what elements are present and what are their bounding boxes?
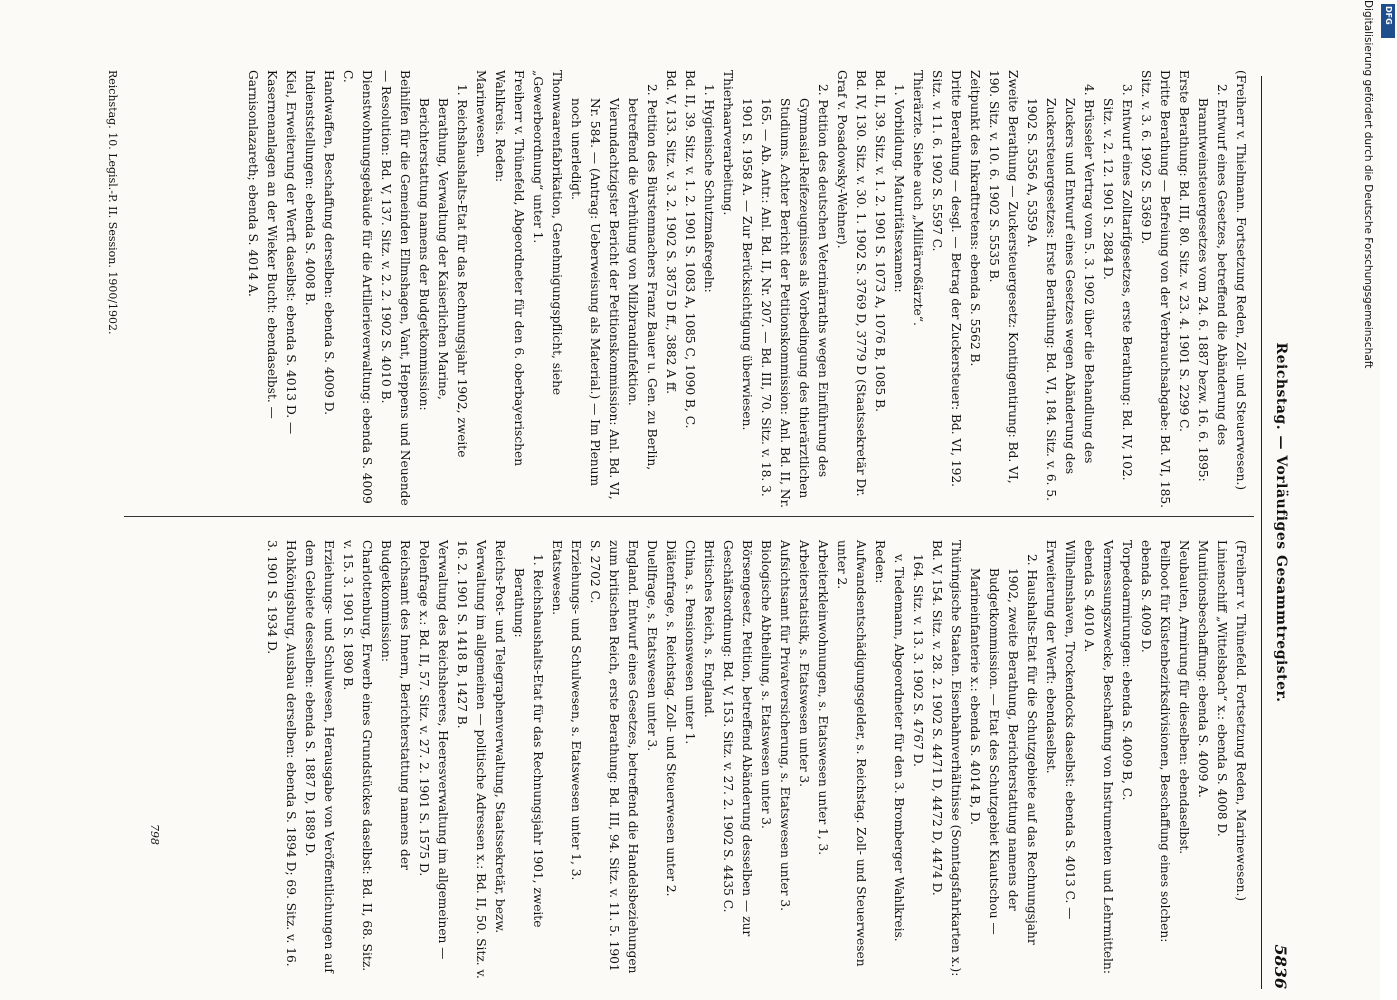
index-entry: Dritte Berathung — desgl. — Betrag der Zuckersteuer: Bd. VI, 192. Sitz. v. 11. 6. 1902 S. 5597 C.	[930, 70, 963, 487]
index-entry: Peilboot für Küstenbezirksdivisionen, Beschaffung eines solchen: ebenda S. 4009 D.	[1139, 540, 1172, 943]
index-entry: Bd. V, 133. Sitz. v. 3. 2. 1902 S. 3875 D ff., 3882 A ff.	[664, 70, 678, 395]
index-entry: Bd. IV, 130. Sitz. v. 30. 1. 1902 S. 3769 D, 3779 D (Staatssekretär Dr. Graf v. Posadowsky-Wehner).	[835, 70, 868, 497]
index-entry: Thonwaarenfabrikation, Genehmigungspflicht, siehe „Gewerbeordnung“ unter 1.	[531, 70, 564, 396]
index-entry: 1. Vorbildung. Maturitätsexamen:	[892, 84, 906, 293]
index-entry: 3. Entwurf eines Zolltarifgesetzes, erste Berathung: Bd. IV, 102. Sitz. v. 2. 12. 1901 S. 2884 D.	[1101, 84, 1134, 481]
index-entry: Dritte Berathung — Befreiung von der Verbrauchsabgabe: Bd. VI, 185. Sitz. v. 3. 6. 1902 S. 5369 D.	[1139, 70, 1172, 508]
index-entry: Torpedoarmirungen: ebenda S. 4009 B, C.	[1120, 540, 1134, 801]
dfg-credit-label: Digitalisierung gefördert durch die Deutsche Forschungsgemeinschaft	[1362, 0, 1374, 369]
column-divider	[124, 516, 1254, 517]
right-column	[262, 540, 1250, 980]
index-entry: Munitionsbeschaffung: ebenda S. 4009 A.	[1196, 540, 1210, 798]
index-entry: Reichs-Post- und Telegraphenverwaltung, Staatssekretär, bezw. Verwaltung im allgemeinen — politische Adressen x.: Bd. II, 50. Sitz. v. 16. 2. 1901 S. 1418 B, 1427 B.	[455, 540, 507, 979]
index-entry: 1. Reichshaushalts-Etat für das Rechnungsjahr 1902, zweite Berathung, Verwaltung der Kaiserlichen Marine, Berichterstattung namens der Budgetkommission:	[417, 84, 469, 458]
index-entry: Thierärzte. Siehe auch „Militärroßärzte“.	[911, 70, 925, 326]
dfg-logo-text: DFG	[1384, 6, 1393, 25]
index-entry: Zweite Berathung — Zuckersteuergesetz: Kontingentirung: Bd. VI, 190. Sitz. v. 10. 6. 1902 S. 5535 B.	[987, 70, 1020, 484]
index-entry: Reden:	[873, 540, 887, 584]
index-entry: Neubauten, Armirung für dieselben: ebendaselbst.	[1177, 540, 1191, 855]
index-entry: Beihilfen für die Gemeinden Ellmshagen, Vant, Heppens und Neuende — Resolution: Bd. V, 137. Sitz. v. 2. 2. 1902 S. 4010 B.	[379, 70, 412, 506]
index-entry: Linienschiff „Wittelsbach“ x.: ebenda S. 4008 D.	[1215, 540, 1229, 837]
index-entry: 2. Entwurf eines Gesetzes, betreffend die Abänderung des Branntweinsteuergesetzes vom 24. 6. 1887 bezw. 16. 6. 1895:	[1196, 84, 1229, 482]
index-entry: Britisches Reich, s. England.	[702, 540, 716, 718]
rotated-page	[85, 50, 1290, 995]
index-entry: Marinewesen.	[474, 70, 488, 158]
page-footer: Reichstag. 10. Legisl.-P. II. Session. 1900/1902.	[106, 70, 119, 335]
index-entry: 164. Sitz. v. 13. 3. 1902 S. 4767 D.	[911, 554, 925, 767]
index-entry: Dienstwohnungsgebäude für die Artillerieverwaltung: ebenda S. 4009 C.	[341, 70, 374, 504]
index-entry: Zeitpunkt des Inkrafttretens: ebenda S. 5562 B.	[968, 70, 982, 367]
left-column	[243, 70, 1250, 510]
index-entry: Erziehungs- und Schulwesen, Herausgabe von Veröffentlichungen auf dem Gebiete desselben: ebenda S. 1887 D, 1889 D.	[303, 540, 336, 973]
index-entry: Indienststellungen: ebenda S. 4008 B.	[303, 70, 317, 306]
index-entry: 4. Brüsseler Vertrag vom 5. 3. 1902 über die Behandlung des Zuckers und Entwurf eines Gesetzes wegen Abänderung des Zuckersteuergesetzes: Erste Berathung: Bd. VI, 184. Sitz. v. 6. 5. 1902 S. 5356 A, 5359 A.	[1025, 84, 1096, 502]
index-entry: Thierhaarverarbeitung.	[721, 70, 735, 216]
index-entry: Bd. II, 39. Sitz. v. 1. 2. 1901 S. 1083 A, 1085 C, 1090 B, C.	[683, 70, 697, 429]
index-entry: Duellfrage, s. Etatswesen unter 3.	[645, 540, 659, 752]
index-entry: Vermessungszwecke, Beschaffung von Instrumenten und Lehrmitteln: ebenda S. 4010 A.	[1082, 540, 1115, 974]
index-entry: 1. Hygienische Schutzmaßregeln:	[702, 84, 716, 293]
index-entry: Verwaltung des Reichsheeres, Heeresverwaltung im allgemeinen — Polenfrage x.: Bd. II, 57. Sitz. v. 27. 2. 1901 S. 1575 D.	[417, 540, 450, 960]
index-entry: 2. Petition des deutschen Veterinärraths wegen Einführung des Gymnasial-Reifezeugnisses als Vorbedingung des thierärztlichen Studiums. Achter Bericht der Petitionskommission: Anl. Bd. II, Nr. 165. — Ab. Antr.: Anl. Bd. II, Nr. 207. — Bd. III, 70. Sitz. v. 18. 3. 1901 S. 1958 A. — Zur Berücksichtigung überwiesen.	[740, 84, 830, 508]
index-entry: England. Entwurf eines Gesetzes, betreffend die Handelsbeziehungen zum britischen Reich, erste Berathung: Bd. III, 94. Sitz. v. 11. 5. 1901 S. 2702 C.	[588, 540, 640, 974]
index-entry: Handwaffen, Beschaffung derselben: ebenda S. 4009 D.	[322, 70, 336, 415]
index-entry: (Freiherr v. Thünefeld. Fortsetzung Reden, Marinewesen.)	[1234, 540, 1248, 902]
index-entry: Erste Berathung: Bd. III, 80. Sitz. v. 23. 4. 1901 S. 2299 C.	[1177, 70, 1191, 432]
index-entry: Freiherr v. Thünefeld, Abgeordneter für den 6. oberbayerischen Wahlkreis. Reden:	[493, 70, 526, 467]
index-entry: Kiel, Erweiterung der Werft daselbst: ebenda S. 4013 D. — Kasernenanlagen an der Wieker Bucht: ebendaselbst. — Garnisonlazareth; ebenda S. 4014 A.	[246, 70, 298, 435]
index-entry: Thüringische Staaten. Eisenbahnverhältnisse (Sonntagsfahrkarten x.):	[949, 540, 963, 977]
index-entry: 2. Petition des Bürstenmachers Franz Bauer u. Gen. zu Berlin, betreffend die Verhütung von Milzbrandinfektion. Vierundachtzigster Bericht der Petitionskommission: Anl. Bd. VI, Nr. 584. — (Antrag: Ueberweisung als Material.) — Im Plenum noch unerledigt.	[569, 84, 659, 500]
index-entry: Diätenfrage, s. Reichstag. Zoll- und Steuerwesen unter 2.	[664, 540, 678, 897]
index-entry: Biologische Abtheilung, s. Etatswesen unter 3.	[759, 540, 773, 829]
page-number: 798	[148, 824, 161, 845]
index-entry: Hohkönigsburg, Ausbau derselben: ebenda S. 1894 D; 69. Sitz. v. 16. 3. 1901 S. 1934 D.	[265, 540, 298, 967]
index-entry: Reichsamt des Innern, Berichterstattung namens der Budgetkommission:	[379, 540, 412, 870]
index-entry: Wilhelmshaven, Trockendocks daselbst: ebenda S. 4013 C. — Erweiterung der Werft: ebendaselbst.	[1044, 540, 1077, 920]
page-header	[1268, 50, 1290, 995]
index-entry: Börsengesetz. Petition, betreffend Abänderung desselben — zur Geschäftsordnung: Bd. V, 153. Sitz. v. 27. 2. 1902 S. 4435 C.	[721, 540, 754, 937]
index-entry: 1. Reichshaushalts-Etat für das Rechnungsjahr 1901, zweite Berathung:	[512, 554, 545, 928]
column-number: 5836	[1271, 944, 1290, 989]
index-entry: Aufsichtsamt für Privatversicherung, s. Etatswesen unter 3.	[778, 540, 792, 911]
index-entry: China, s. Pensionswesen unter 1.	[683, 540, 697, 745]
index-entry: Aufwandsentschädigungsgelder, s. Reichstag. Zoll- und Steuerwesen unter 2.	[835, 540, 868, 967]
index-entry: Charlottenburg, Erwerb eines Grundstückes daselbst: Bd. II, 68. Sitz. v. 15. 3. 1901 S. 1890 B.	[341, 540, 374, 972]
index-entry: 2. Haushalts-Etat für die Schutzgebiete auf das Rechnungsjahr 1902, zweite Berathung, Berichterstattung namens der Budgetkommission. — Etat des Schutzgebiet Kiautschou — Marineinfanterie x.: ebenda S. 4014 B, D.	[968, 554, 1039, 945]
index-entry: v. Tiedemann, Abgeordneter für den 3. Bromberger Wahlkreis.	[892, 554, 906, 942]
header-rule	[1261, 76, 1262, 989]
index-entry: (Freiherr v. Thielmann. Fortsetzung Reden, Zoll- und Steuerwesen.)	[1234, 70, 1248, 491]
index-entry: Bd. V, 154. Sitz. v. 28. 2. 1902 S. 4471 D, 4472 D, 4474 D.	[930, 540, 944, 896]
index-entry: Arbeiterstatistik, s. Etatswesen unter 3.	[797, 540, 811, 788]
index-entry: Etatswesen.	[550, 540, 564, 616]
index-entry: Bd. II, 39. Sitz. v. 1. 2. 1901 S. 1073 A, 1076 B, 1085 B.	[873, 70, 887, 412]
index-entry: Arbeiterkleinwohnungen, s. Etatswesen unter 1, 3.	[816, 540, 830, 856]
index-entry: Erziehungs- und Schulwesen, s. Etatswesen unter 1, 3.	[569, 540, 583, 881]
running-head: Reichstag. — Vorläufiges Gesammtregister.	[1273, 342, 1289, 703]
